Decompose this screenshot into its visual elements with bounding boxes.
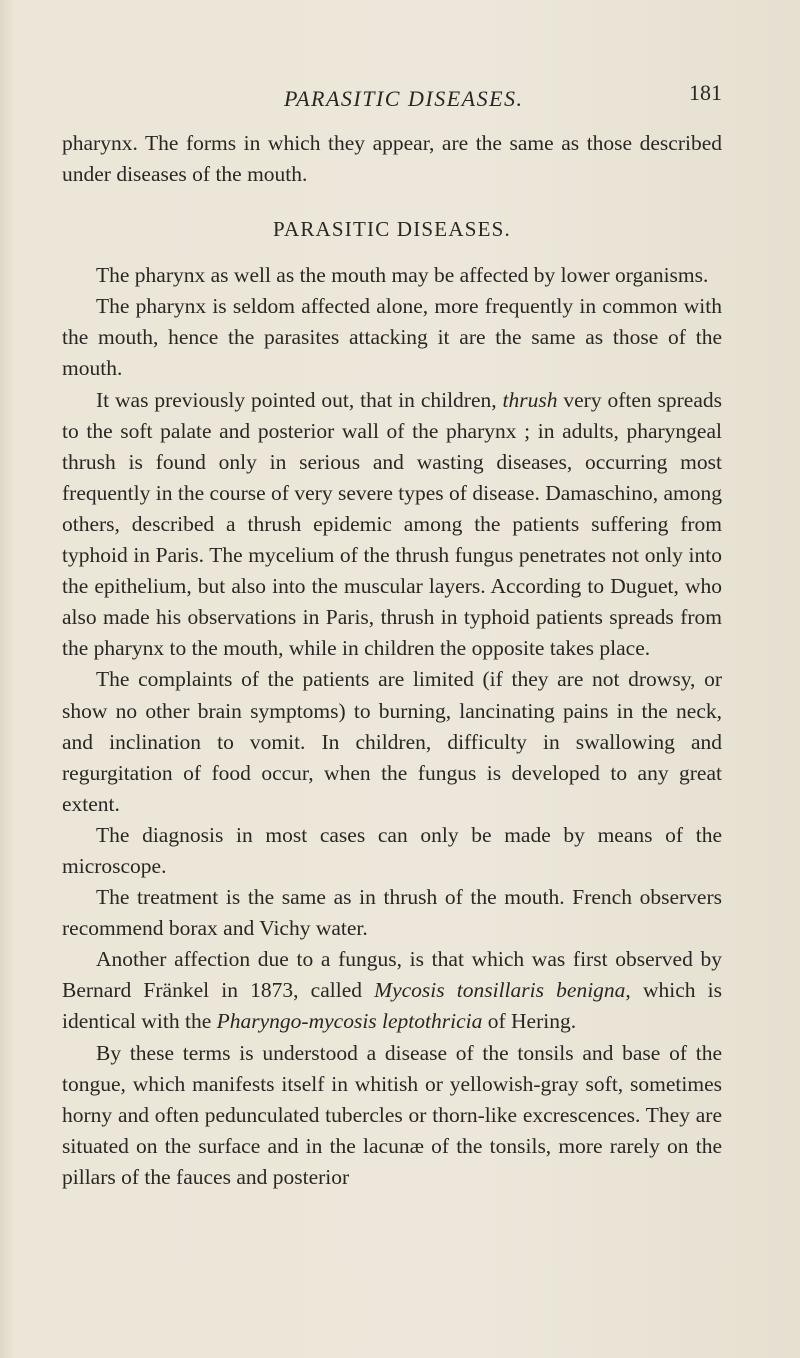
text-run: It was previously pointed out, that in children,	[96, 387, 503, 412]
page-number: 181	[689, 80, 722, 105]
italic-term: Pharyngo-mycosis leptothricia	[216, 1009, 483, 1034]
text-run: , which is identical with the	[62, 978, 722, 1034]
paragraph: The pharynx is seldom affected alone, more frequently in common with the mouth, hence the parasites attacking it are the same as those of the mouth.	[62, 294, 722, 381]
text-run: Another affection due to a fungus, is that which was first observed by Bernard Fränkel in 1873, called	[62, 947, 722, 1003]
page-header	[62, 80, 722, 120]
continued-paragraph: pharynx. The forms in which they appear, are the same as those described under diseases of the mouth.	[62, 131, 722, 187]
section-heading: PARASITIC DISEASES.	[273, 217, 511, 242]
body-text	[62, 128, 722, 1193]
paragraph: The pharynx as well as the mouth may be affected by lower organisms.	[96, 263, 709, 288]
text-run: of Hering.	[482, 1009, 577, 1034]
italic-term: Mycosis tonsillaris benigna	[374, 978, 626, 1003]
paragraph	[62, 944, 722, 1037]
running-head: PARASITIC DISEASES.	[284, 86, 524, 111]
text-run: very often spreads to the soft palate and posterior wall of the pharynx ; in adults, pharyngeal thrush is found only in serious and wasting diseases, occurring most frequently in the course of very severe types of disease. Damaschino, among others, described a thrush epidemic among the patients suffering from typhoid in Paris. The mycelium of the thrush fungus penetrates not only into the epithelium, but also into the muscular layers. According to Duguet, who also made his observations in Paris, thrush in typhoid patients spreads from the pharynx to the mouth, while in children the opposite takes place.	[62, 387, 723, 661]
paragraph	[62, 385, 722, 665]
paragraph: The diagnosis in most cases can only be made by means of the microscope.	[62, 822, 722, 878]
paragraph: The complaints of the patients are limited (if they are not drowsy, or show no other brain symptoms) to burning, lancinating pains in the neck, and inclination to vomit. In children, difficulty in swallowing and regurgitation of food occur, when the fungus is developed to any great extent.	[62, 667, 722, 816]
italic-term: thrush	[502, 387, 558, 412]
paragraph: The treatment is the same as in thrush of the mouth. French observers recommend borax and Vichy water.	[62, 885, 722, 941]
paragraph: By these terms is understood a disease of the tonsils and base of the tongue, which manifests itself in whitish or yellowish-gray soft, sometimes horny and often pedunculated tubercles or thorn-like excrescences. They are situated on the surface and in the lacunæ of the tonsils, more rarely on the pillars of the fauces and posterior	[62, 1040, 722, 1189]
